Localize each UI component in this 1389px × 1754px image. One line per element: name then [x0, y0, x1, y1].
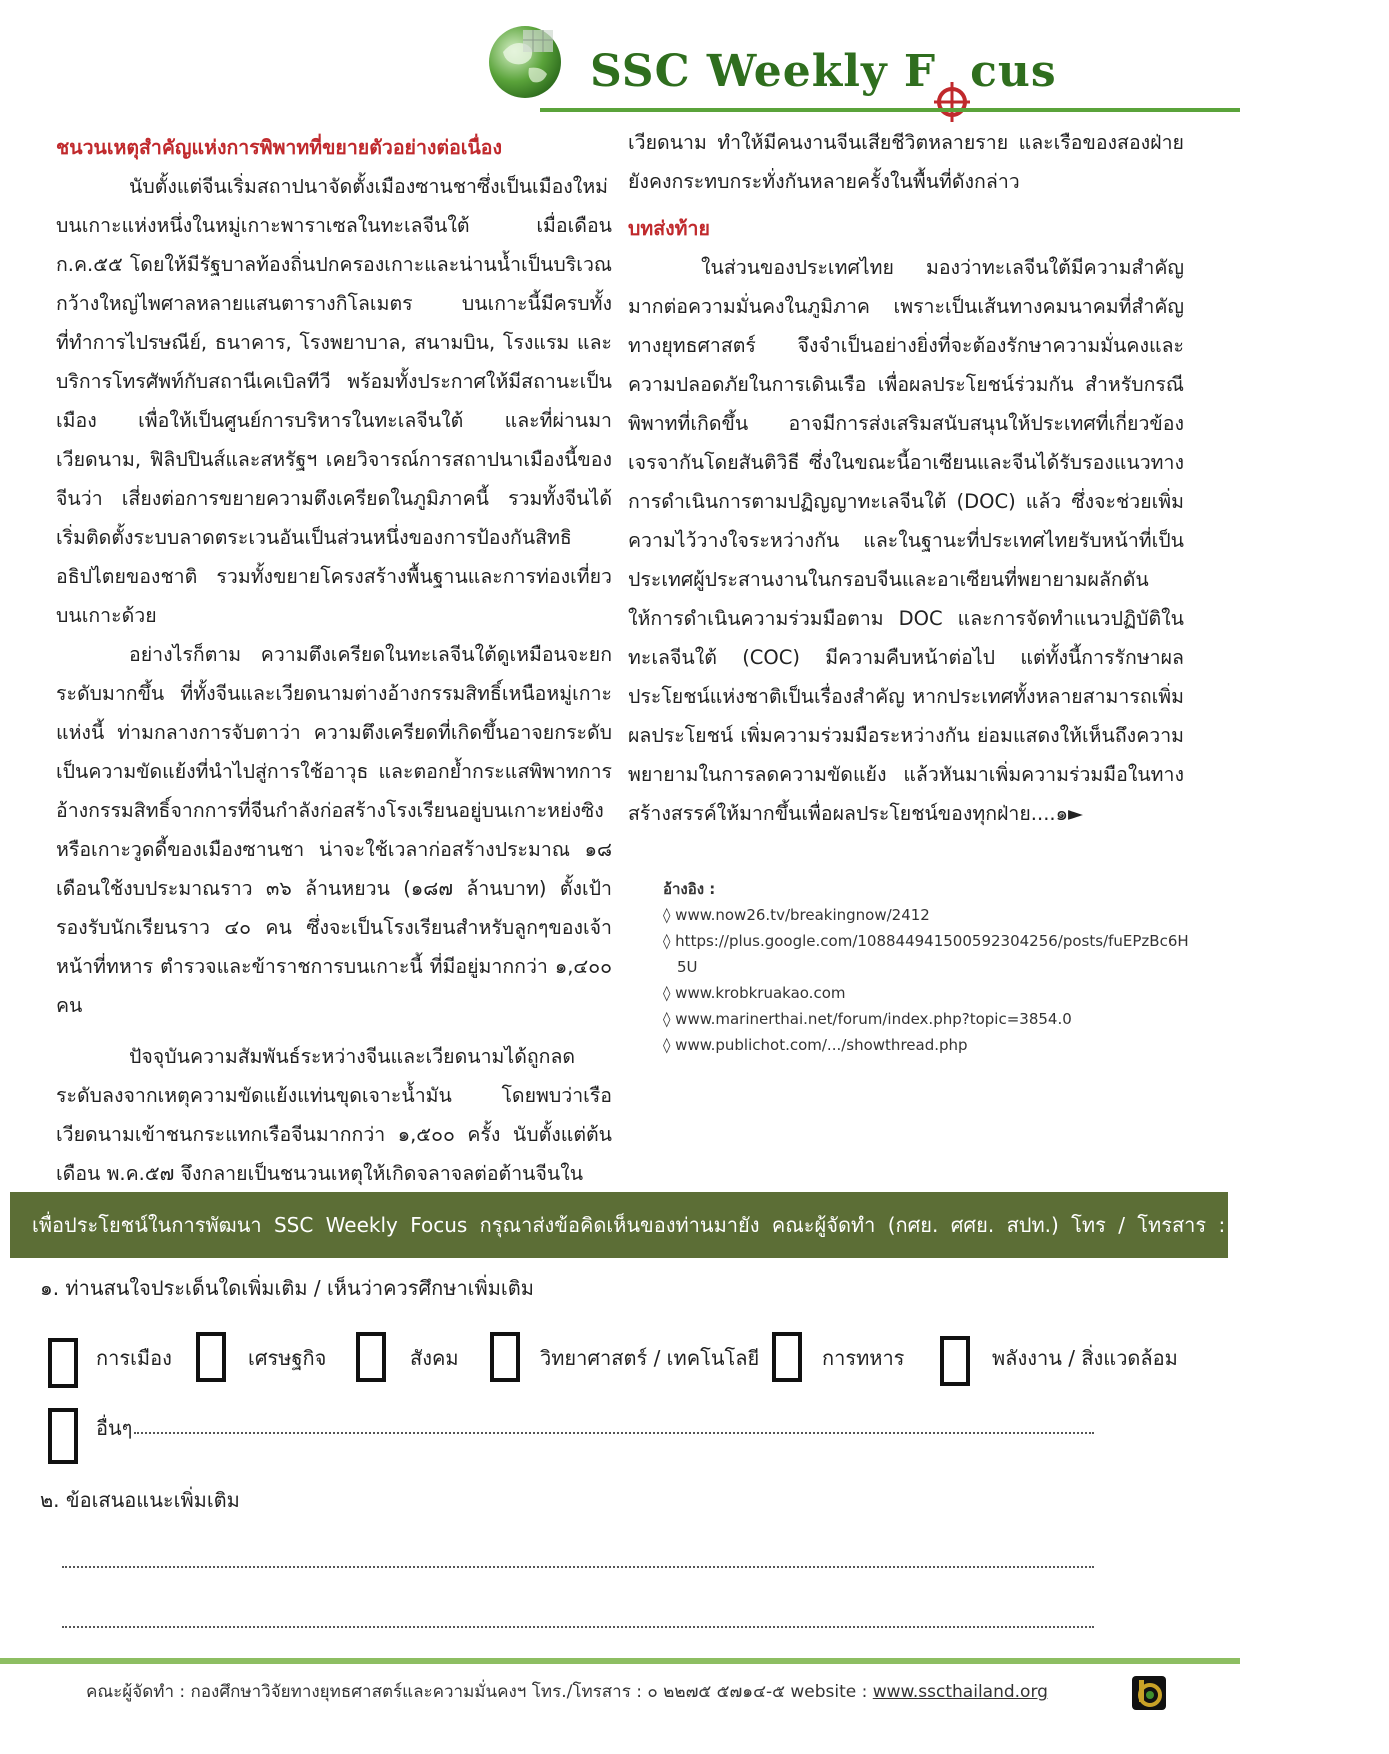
- footer-text: คณะผู้จัดทำ : กองศึกษาวิจัยทางยุทธศาสตร์และความมั่นคงฯ โทร./โทรสาร : ๐ ๒๒๗๕ ๕๗๑๔-๕ website :: [86, 1682, 873, 1702]
- reference-link[interactable]: ◊ www.publichot.com/.../showthread.php: [663, 1036, 968, 1054]
- brand-title: SSC Weekly F cus: [590, 46, 1057, 97]
- reference-link[interactable]: ◊ https://plus.google.com/108844941500592304256/posts/fuEPzBc6H5U: [663, 932, 1189, 976]
- paragraph: นับตั้งแต่จีนเริ่มสถาปนาจัดตั้งเมืองซานชาซึ่งเป็นเมืองใหม่บนเกาะแห่งหนึ่งในหมู่เกาะพาราเซลในทะเลจีนใต้ เมื่อเดือน ก.ค.๕๕ โดยให้มีรัฐบาลท้องถิ่นปกครองเกาะและน่านน้ำเป็นบริเวณกว้างใหญ่ไพศาลหลายแสนตารางกิโลเมตร บนเกาะนี้มีครบทั้งที่ทำการไปรษณีย์, ธนาคาร, โรงพยาบาล, สนามบิน, โรงแรม และบริการโทรศัพท์กับสถานีเคเบิลทีวี พร้อมทั้งประกาศให้มีสถานะเป็นเมือง เพื่อให้เป็นศูนย์การบริหารในทะเลจีนใต้ และที่ผ่านมา เวียดนาม, ฟิลิปปินส์และสหรัฐฯ เคยวิจารณ์การสถาปนาเมืองนี้ของจีนว่า เสี่ยงต่อการขยายความตึงเครียดในภูมิภาคนี้ รวมทั้งจีนได้เริ่มติดตั้งระบบลาดตระเวนอันเป็นส่วนหนึ่งของการป้องกันสิทธิอธิปไตยของชาติ รวมทั้งขยายโครงสร้างพื้นฐานและการท่องเที่ยวบนเกาะด้วย: [56, 175, 612, 627]
- option-label: เศรษฐกิจ: [248, 1346, 327, 1370]
- header-rule: [540, 108, 1240, 112]
- option-label: วิทยาศาสตร์ / เทคโนโลยี: [540, 1346, 760, 1370]
- suggestion-input-line[interactable]: [62, 1566, 1094, 1568]
- checkbox-energy-environment[interactable]: [940, 1336, 970, 1386]
- references: [663, 876, 1223, 1058]
- paragraph-continuation: เวียดนาม ทำให้มีคนงานจีนเสียชีวิตหลายราย และเรือของสองฝ่ายยังคงกระทบกระทั่งกันหลายครั้งในพื้นที่ดังกล่าว: [628, 131, 1184, 193]
- globe-logo-icon: [485, 22, 565, 102]
- section-title-trigger: ชนวนเหตุสำคัญแห่งการพิพาทที่ขยายตัวอย่างต่อเนื่อง: [56, 136, 503, 159]
- references-title: อ้างอิง :: [663, 880, 716, 898]
- paragraph: อย่างไรก็ตาม ความตึงเครียดในทะเลจีนใต้ดูเหมือนจะยกระดับมากขึ้น ที่ทั้งจีนและเวียดนามต่างอ้างกรรมสิทธิ์เหนือหมู่เกาะแห่งนี้ ท่ามกลางการจับตาว่า ความตึงเครียดที่เกิดขึ้นอาจยกระดับเป็นความขัดแย้งที่นำไปสู่การใช้อาวุธ และตอกย้ำกระแสพิพาทการอ้างกรรมสิทธิ์จากการที่จีนกำลังก่อสร้างโรงเรียนอยู่บนเกาะหย่งซิงหรือเกาะวูดดี้ของเมืองซานชา น่าจะใช้เวลาก่อสร้างประมาณ ๑๘ เดือนใช้งบประมาณราว ๓๖ ล้านหยวน (๑๘๗ ล้านบาท) ตั้งเป้ารองรับนักเรียนราว ๔๐ คน ซึ่งจะเป็นโรงเรียนสำหรับลูกๆของเจ้าหน้าที่ทหาร ตำรวจและข้าราชการบนเกาะนี้ ที่มีอยู่มากกว่า ๑,๔๐๐ คน: [56, 643, 612, 1017]
- checkbox-society[interactable]: [356, 1332, 386, 1382]
- left-column: [56, 128, 612, 1193]
- question-1: ๑. ท่านสนใจประเด็นใดเพิ่มเติม / เห็นว่าควรศึกษาเพิ่มเติม: [40, 1276, 534, 1300]
- paragraph: ในส่วนของประเทศไทย มองว่าทะเลจีนใต้มีความสำคัญมากต่อความมั่นคงในภูมิภาค เพราะเป็นเส้นทางคมนาคมที่สำคัญทางยุทธศาสตร์ จึงจำเป็นอย่างยิ่งที่จะต้องรักษาความมั่นคงและความปลอดภัยในการเดินเรือ เพื่อผลประโยชน์ร่วมกัน สำหรับกรณีพิพาทที่เกิดขึ้น อาจมีการส่งเสริมสนับสนุนให้ประเทศที่เกี่ยวข้องเจรจากันโดยสันติวิธี ซึ่งในขณะนี้อาเซียนและจีนได้รับรองแนวทางการดำเนินการตามปฏิญญาทะเลจีนใต้ (DOC) แล้ว ซึ่งจะช่วยเพิ่มความไว้วางใจระหว่างกัน และในฐานะที่ประเทศไทยรับหน้าที่เป็นประเทศผู้ประสานงานในกรอบจีนและอาเซียนที่พยายามผลักดันให้การดำเนินความร่วมมือตาม DOC และการจัดทำแนวปฏิบัติในทะเลจีนใต้ (COC) มีความคืบหน้าต่อไป แต่ทั้งนี้การรักษาผลประโยชน์แห่งชาติเป็นเรื่องสำคัญ หากประเทศทั้งหลายสามารถเพิ่มผลประโยชน์ เพิ่มความร่วมมือระหว่างกัน ย่อมแสดงให้เห็นถึงความพยายามในการลดความขัดแย้ง แล้วหันมาเพิ่มความร่วมมือในทางสร้างสรรค์ให้มากขึ้นเพื่อผลประโยชน์ของทุกฝ่าย....๑►: [628, 256, 1184, 825]
- reference-link[interactable]: ◊ www.marinerthai.net/forum/index.php?topic=3854.0: [663, 1010, 1072, 1028]
- checkbox-military[interactable]: [772, 1332, 802, 1382]
- question-2: ๒. ข้อเสนอแนะเพิ่มเติม: [40, 1488, 240, 1512]
- website-link[interactable]: www.sscthailand.org: [872, 1682, 1048, 1702]
- checkbox-other[interactable]: [48, 1408, 78, 1464]
- footer: [86, 1678, 1048, 1705]
- suggestion-input-line[interactable]: [62, 1626, 1094, 1628]
- feedback-banner: เพื่อประโยชน์ในการพัฒนา SSC Weekly Focus กรุณาส่งข้อคิดเห็นของท่านมายัง คณะผู้จัดทำ (กศย. ศศย. สปท.) โทร / โทรสาร : ๐๒ ๒๗๕ ๕๗๑๕: [10, 1192, 1228, 1258]
- paragraph: ปัจจุบันความสัมพันธ์ระหว่างจีนและเวียดนามได้ถูกลดระดับลงจากเหตุความขัดแย้งแท่นขุดเจาะน้ำมัน โดยพบว่าเรือเวียดนามเข้าชนกระแทกเรือจีนมากกว่า ๑,๕๐๐ ครั้ง นับตั้งแต่ต้นเดือน พ.ค.๕๗ จึงกลายเป็นชนวนเหตุให้เกิดจลาจลต่อต้านจีนใน: [56, 1045, 612, 1185]
- section-title-conclusion: บทส่งท้าย: [628, 217, 710, 240]
- option-label: พลังงาน / สิ่งแวดล้อม: [992, 1346, 1178, 1370]
- other-input-line[interactable]: [134, 1432, 1094, 1434]
- checkbox-politics[interactable]: [48, 1338, 78, 1388]
- org-logo-icon: [1130, 1674, 1168, 1712]
- footer-rule: [0, 1658, 1240, 1664]
- option-label-other: อื่นๆ: [96, 1416, 133, 1440]
- option-label: การทหาร: [822, 1346, 905, 1370]
- right-column: [628, 123, 1184, 833]
- checkbox-science-technology[interactable]: [490, 1332, 520, 1382]
- reference-link[interactable]: ◊ www.krobkruakao.com: [663, 984, 846, 1002]
- reference-link[interactable]: ◊ www.now26.tv/breakingnow/2412: [663, 906, 930, 924]
- checkbox-economy[interactable]: [196, 1332, 226, 1382]
- option-label: การเมือง: [96, 1346, 172, 1370]
- option-label: สังคม: [410, 1346, 459, 1370]
